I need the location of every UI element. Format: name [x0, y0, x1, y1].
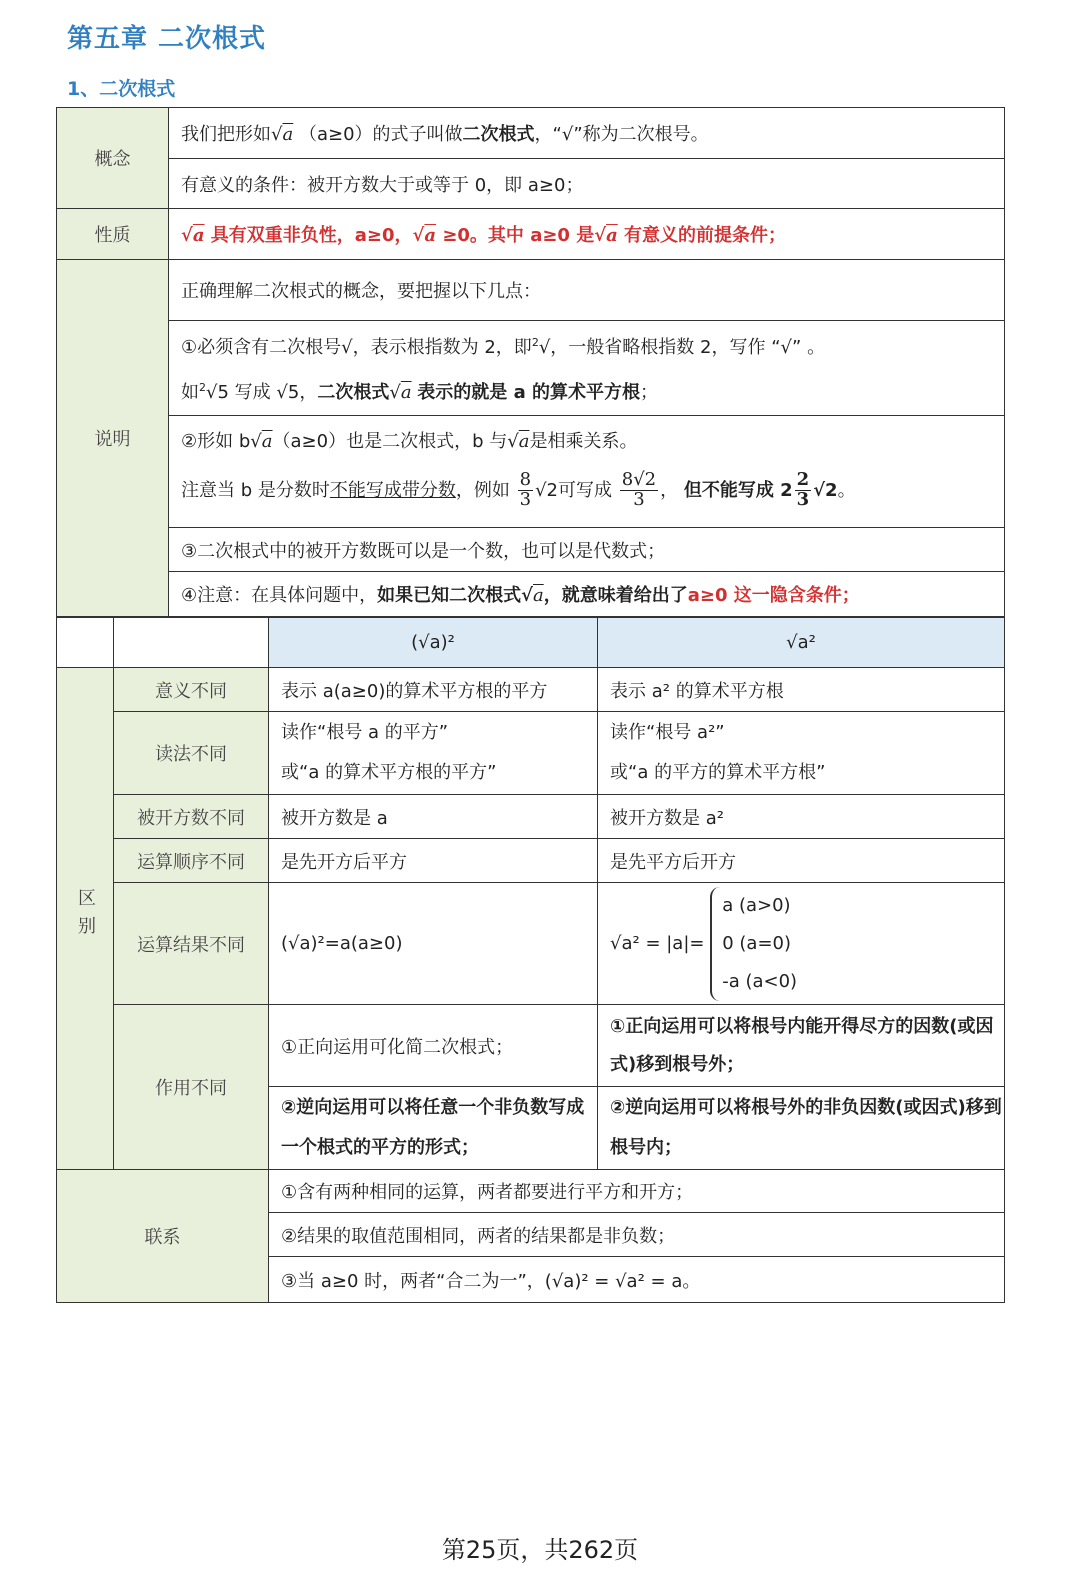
- explain-intro: 正确理解二次根式的概念，要把握以下几点：: [169, 260, 1005, 321]
- row-label: 意义不同: [114, 668, 269, 712]
- page-footer: 第25页，共262页: [441, 1536, 639, 1564]
- property-label: 性质: [57, 209, 169, 260]
- concept-line2: 有意义的条件：被开方数大于或等于 0，即 a≥0；: [169, 159, 1005, 209]
- row-c1: 被开方数是 a: [269, 795, 598, 839]
- row-label: 读法不同: [114, 712, 269, 795]
- row-c1: ①正向运用可化简二次根式；: [269, 1005, 598, 1087]
- relation-3: ③当 a≥0 时，两者“合二为一”，(√a)² = √a² = a。: [269, 1257, 1005, 1303]
- concept-label: 概念: [57, 108, 169, 209]
- row-label: 运算结果不同: [114, 883, 269, 1005]
- row-c1: 是先开方后平方: [269, 839, 598, 883]
- row-c2: 被开方数是 a²: [598, 795, 1005, 839]
- chapter-title: 第五章 二次根式: [67, 24, 267, 54]
- row-c1: 表示 a(a≥0)的算术平方根的平方: [269, 668, 598, 712]
- row-c1: 读作“根号 a 的平方” 或“a 的算术平方根的平方”: [269, 712, 598, 795]
- row-label: 作用不同: [114, 1005, 269, 1170]
- row-c2: ①正向运用可以将根号内能开得尽方的因数(或因式)移到根号外；: [598, 1005, 1005, 1087]
- relation-label: 联系: [57, 1170, 269, 1303]
- explain-point-1: ①必须含有二次根号√，表示根指数为 2，即$^2$√，一般省略根指数 2，写作 “√” 。 如$^2$√5 写成 √5，二次根式√a 表示的就是 a 的算术平方根；: [169, 321, 1005, 416]
- col2-header: √a²: [598, 618, 1005, 668]
- row-c1b: ②逆向运用可以将任意一个非负数写成一个根式的平方的形式；: [269, 1087, 598, 1170]
- section-title: 1、二次根式: [67, 78, 176, 100]
- explain-point-3: ③二次根式中的被开方数既可以是一个数，也可以是代数式；: [169, 528, 1005, 572]
- property-text: √a 具有双重非负性，a≥0，√a ≥0。其中 a≥0 是√a 有意义的前提条件；: [169, 209, 1005, 260]
- row-c2b: ②逆向运用可以将根号外的非负因数(或因式)移到根号内；: [598, 1087, 1005, 1170]
- concept-line1: 我们把形如√a （a≥0）的式子叫做二次根式，“√”称为二次根号。: [169, 108, 1005, 159]
- relation-2: ②结果的取值范围相同，两者的结果都是非负数；: [269, 1213, 1005, 1257]
- row-label: 被开方数不同: [114, 795, 269, 839]
- row-c2: 是先平方后开方: [598, 839, 1005, 883]
- explain-point-4: ④注意：在具体问题中，如果已知二次根式√a，就意味着给出了a≥0 这一隐含条件；: [169, 572, 1005, 617]
- col1-header: (√a)²: [269, 618, 598, 668]
- explain-label: 说明: [57, 260, 169, 617]
- cases-brace: a (a>0) 0 (a=0) -a (a<0): [710, 887, 797, 1001]
- diff-label: 区别: [57, 668, 114, 1170]
- comparison-table: [56, 617, 1005, 1303]
- row-label: 运算顺序不同: [114, 839, 269, 883]
- concept-table: [56, 107, 1005, 617]
- explain-point-2: ②形如 b√a（a≥0）也是二次根式，b 与√a是相乘关系。 注意当 b 是分数时不能写成带分数，例如 $\frac{8}{3}$ √2可写成 $\frac{8√2}{3}$ ， 但不能写成 2 $\frac{2}{3}$ √2。: [169, 416, 1005, 528]
- row-c2: 表示 a² 的算术平方根: [598, 668, 1005, 712]
- row-c1: (√a)²=a(a≥0): [269, 883, 598, 1005]
- relation-1: ①含有两种相同的运算，两者都要进行平方和开方；: [269, 1170, 1005, 1213]
- row-c2: √a² = |a|= a (a>0) 0 (a=0) -a (a<0): [598, 883, 1005, 1005]
- row-c2: 读作“根号 a²” 或“a 的平方的算术平方根”: [598, 712, 1005, 795]
